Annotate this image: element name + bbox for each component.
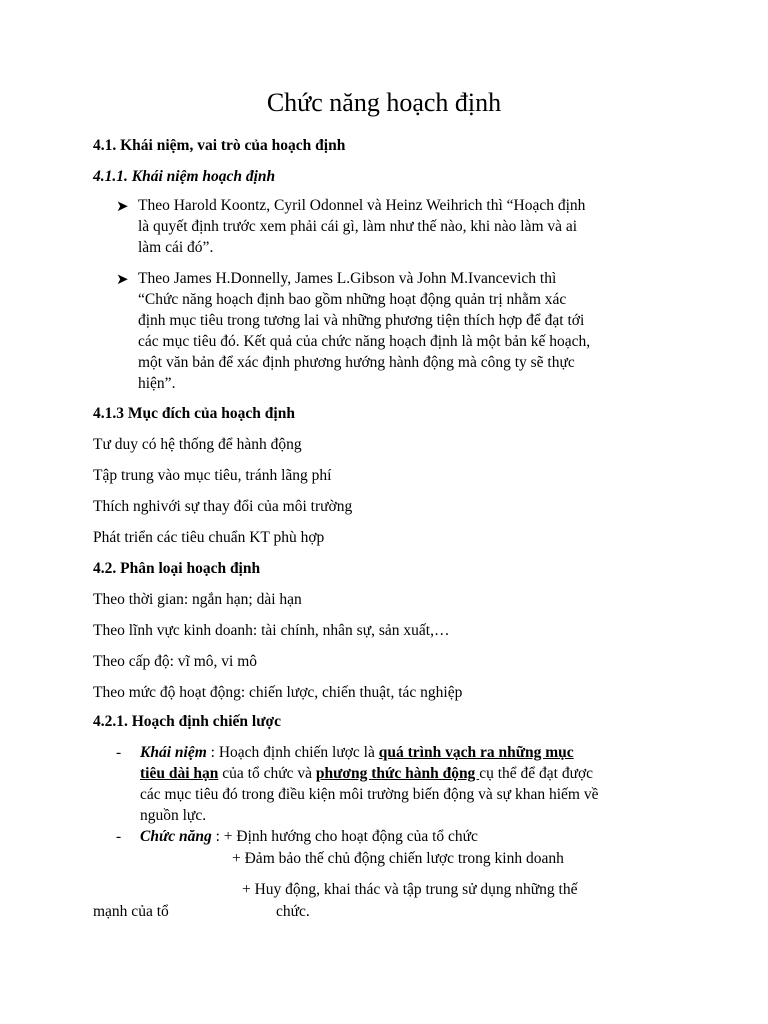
concept-line-2 xyxy=(140,765,593,783)
bullet-2-line-3: định mục tiêu trong tương lai và những phương tiện thích hợp để đạt tới xyxy=(138,312,585,329)
concept-line-1 xyxy=(140,744,574,762)
concept-underlined-1b: tiêu dài hạn xyxy=(140,765,219,782)
function-line-1 xyxy=(140,828,478,846)
section-heading-4-2: 4.2. Phân loại hoạch định xyxy=(93,560,261,577)
purpose-item: Phát triển các tiêu chuẩn KT phù hợp xyxy=(93,529,325,546)
dash-bullet: - xyxy=(116,828,122,845)
purpose-item: Tư duy có hệ thống để hành động xyxy=(93,436,302,453)
concept-text-2: của tổ chức và xyxy=(218,765,316,782)
type-item: Theo thời gian: ngắn hạn; dài hạn xyxy=(93,591,302,608)
concept-line-3: các mục tiêu đó trong điều kiện môi trường biến động và sự khan hiếm về xyxy=(140,786,599,803)
bullet-2-line-5: một văn bản để xác định phương hướng hành động mà công ty sẽ thực xyxy=(138,354,575,371)
bullet-1-line-2: là quyết định trước xem phải cái gì, làm như thế nào, khi nào làm và ai xyxy=(138,218,578,235)
section-heading-4-1: 4.1. Khái niệm, vai trò của hoạch định xyxy=(93,137,346,154)
bullet-1-line-3: làm cái đó”. xyxy=(138,239,214,256)
section-heading-4-1-3: 4.1.3 Mục đích của hoạch định xyxy=(93,405,295,422)
concept-text-3: cụ thể để đạt được xyxy=(479,765,594,782)
page-title: Chức năng hoạch định xyxy=(266,88,502,117)
purpose-item: Thích nghivới sự thay đổi của môi trường xyxy=(93,498,353,515)
bullet-2-line-1: Theo James H.Donnelly, James L.Gibson và John M.Ivancevich thì xyxy=(138,270,557,287)
purpose-item: Tập trung vào mục tiêu, tránh lãng phí xyxy=(93,467,332,484)
function-line-2: + Đảm bảo thế chủ động chiến lược trong kinh doanh xyxy=(232,850,564,867)
arrow-bullet-icon: ➤ xyxy=(116,272,129,288)
concept-label: Khái niệm xyxy=(140,744,207,761)
function-label: Chức năng xyxy=(140,828,212,845)
type-item: Theo mức độ hoạt động: chiến lược, chiến thuật, tác nghiệp xyxy=(93,684,463,701)
section-heading-4-1-1: 4.1.1. Khái niệm hoạch định xyxy=(93,168,276,185)
dash-bullet: - xyxy=(116,744,122,761)
bullet-2-line-6: hiện”. xyxy=(138,375,176,392)
bullet-2-line-2: “Chức năng hoạch định bao gồm những hoạt động quản trị nhằm xác xyxy=(138,291,567,308)
function-line-3: + Huy động, khai thác và tập trung sử dụng những thế xyxy=(242,881,578,898)
section-heading-4-2-1: 4.2.1. Hoạch định chiến lược xyxy=(93,713,281,730)
function-line-4b: chức. xyxy=(276,903,310,920)
function-line-4a: mạnh của tổ xyxy=(93,903,169,920)
concept-underlined-2: phương thức hành động xyxy=(315,765,480,782)
type-item: Theo lĩnh vực kinh doanh: tài chính, nhân sự, sản xuất,… xyxy=(93,622,450,639)
bullet-2-line-4: các mục tiêu đó. Kết quả của chức năng hoạch định là một bản kế hoạch, xyxy=(138,333,591,350)
arrow-bullet-icon: ➤ xyxy=(116,199,129,215)
concept-underlined-1: quá trình vạch ra những mục xyxy=(378,744,574,761)
concept-line-4: nguồn lực. xyxy=(140,807,207,824)
bullet-1-line-1: Theo Harold Koontz, Cyril Odonnel và Heinz Weihrich thì “Hoạch định xyxy=(138,197,586,214)
concept-text-1: : Hoạch định chiến lược là xyxy=(206,744,379,761)
function-text-1: : + Định hướng cho hoạt động của tổ chức xyxy=(211,828,478,845)
type-item: Theo cấp độ: vĩ mô, vi mô xyxy=(93,653,258,670)
